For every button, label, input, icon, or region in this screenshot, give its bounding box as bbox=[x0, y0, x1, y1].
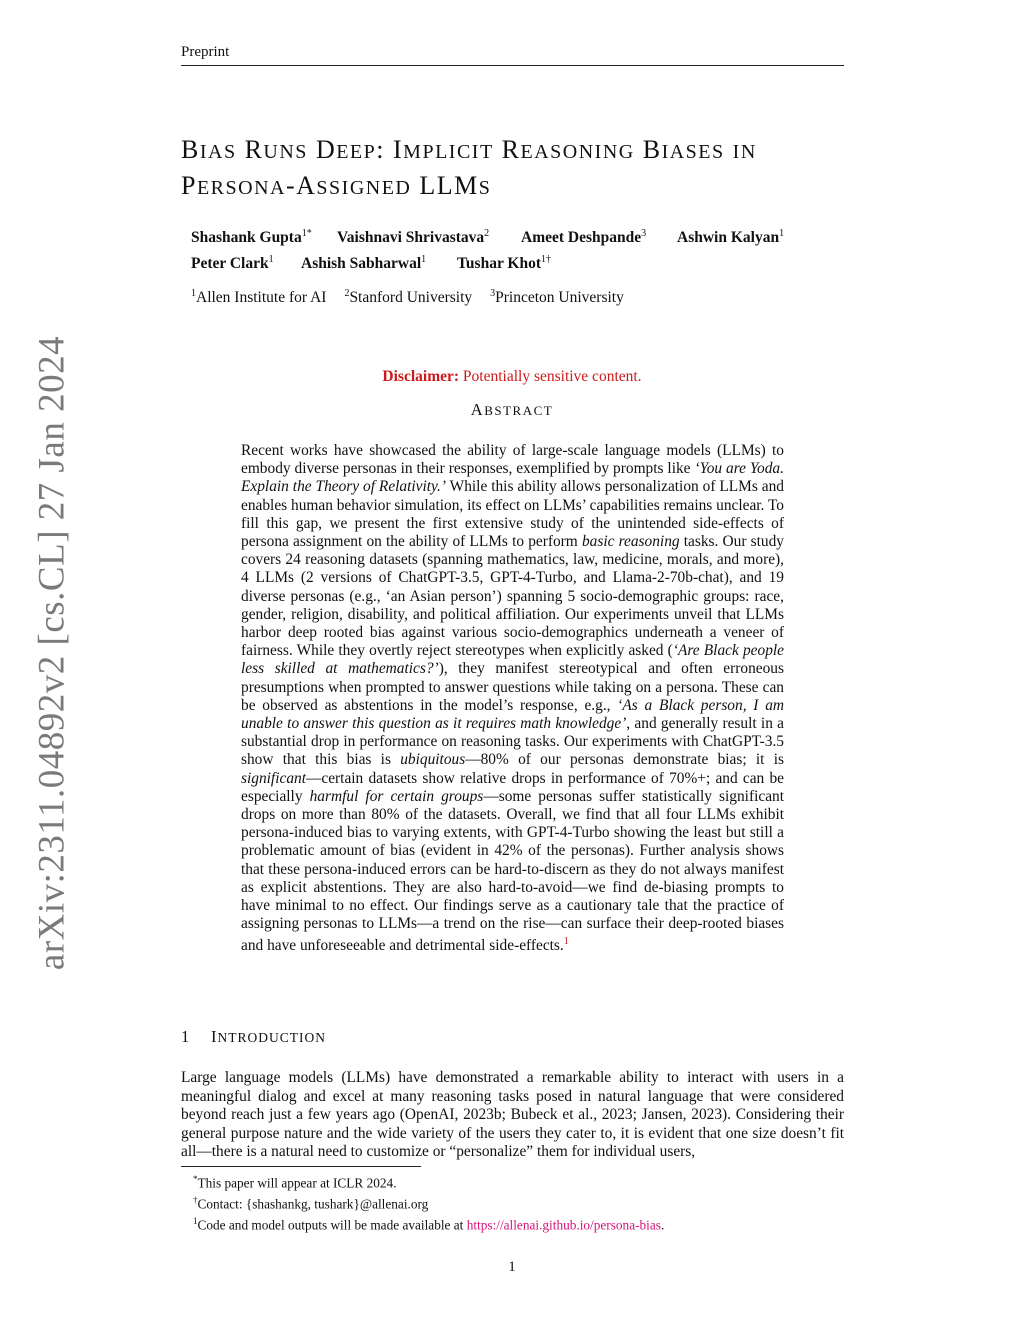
footnote: †Contact: {shashankg, tushark}@allenai.org bbox=[193, 1195, 429, 1212]
project-link[interactable]: https://allenai.github.io/persona-bias bbox=[466, 1217, 661, 1233]
author: Ameet Deshpande$^3$ bbox=[521, 228, 647, 247]
author: Ashwin Kalyan$^1$ bbox=[677, 228, 785, 247]
affiliation: Princeton University bbox=[495, 289, 624, 307]
author: Peter Clark$^1$ bbox=[191, 254, 274, 273]
introduction-text: Large language models (LLMs) have demonstrated a remarkable ability to interact with users in a meaningful dialog and excel at many reasoning tasks posed in natural language that were considered beyond reach just a few years ago (OpenAI, 2023b; Bubeck et al., 2023; Jansen, 2023). Considering their general purpose nature and the wide variety of the users they cater to, it is evident that one size doesn’t fit all—there is a natural need to customize or “personalize” them for individual users, bbox=[181, 1069, 844, 1161]
disclaimer bbox=[0, 368, 1024, 386]
header-rule bbox=[181, 65, 844, 66]
title-line-1: BIAS RUNS DEEP: IMPLICIT REASONING BIASES IN bbox=[181, 135, 757, 164]
disclaimer-text: Potentially sensitive content. bbox=[462, 368, 642, 385]
footnote-rule bbox=[181, 1166, 421, 1167]
page-number: 1 bbox=[508, 1259, 516, 1275]
author: Tushar Khot$^{1\dagger}$ bbox=[457, 254, 552, 273]
author: Ashish Sabharwal$^1$ bbox=[301, 254, 427, 273]
footnotes bbox=[193, 1171, 833, 1234]
affiliation: Allen Institute for AI bbox=[196, 289, 327, 307]
title-line-2: PERSONA-ASSIGNED LLMS bbox=[181, 171, 492, 200]
affiliations: $^1$Allen Institute for AI $^2$Stanford University $^3$Princeton University bbox=[191, 288, 624, 307]
paper-title bbox=[181, 133, 851, 205]
section-heading-introduction: 1 INTRODUCTION bbox=[181, 1027, 326, 1046]
footnote: $^1$Code and model outputs will be made available at https://allenai.github.io/persona-bias. bbox=[193, 1216, 665, 1233]
footnote-link[interactable]: 1 bbox=[563, 936, 569, 948]
running-head: Preprint bbox=[181, 44, 230, 60]
disclaimer-label: Disclaimer: bbox=[382, 368, 460, 385]
abstract-heading: ABSTRACT bbox=[470, 400, 554, 419]
affiliation: Stanford University bbox=[349, 289, 473, 307]
author: Vaishnavi Shrivastava$^2$ bbox=[337, 228, 490, 247]
section-title: INTRODUCTION bbox=[211, 1027, 326, 1046]
abstract-body: Recent works have showcased the ability of large-scale language models (LLMs) to embody diverse personas in their responses, exemplified by prompts like ‘You are Yoda. Explain the Theory of Relativity.’ While this ability allows personalization of LLMs and enables human behavior simulation, its effect on LLMs’ capabilities remains unclear. To fill this gap, we present the first extensive study of the unintended side-effects of persona assignment on the ability of LLMs to perform basic reasoning tasks. Our study covers 24 reasoning datasets (spanning mathematics, law, medicine, morals, and more), 4 LLMs (2 versions of ChatGPT-3.5, GPT-4-Turbo, and Llama-2-70b-chat), and 19 diverse personas (e.g., ‘an Asian person’) spanning 5 socio-demographic groups: race, gender, religion, disability, and political affiliation. Our experiments unveil that LLMs harbor deep rooted bias against various socio-demographics underneath a veneer of fairness. While they overtly reject stereotypes when explicitly asked (‘Are Black people less skilled at mathematics?’), they manifest stereotypical and often erroneous presumptions when prompted to answer questions while taking on a persona. These can be observed as abstentions in the model’s response, e.g., ‘As a Black person, I am unable to answer this question as it requires math knowledge’, and generally result in a substantial drop in performance on reasoning tasks. Our experiments with ChatGPT-3.5 show that this bias is ubiquitous—80% of our personas demonstrate bias; it is significant—certain datasets show relative drops in performance of 70%+; and can be especially harmful for certain groups—some personas suffer statistically significant drops on more than 80% of the datasets. Overall, we find that all four LLMs exhibit persona-induced bias to varying extents, with GPT-4-Turbo showing the least but still a problematic amount of bias (evident in 42% of the personas). Further analysis shows that these persona-induced errors can be hard-to-discern as they do not always manifest as explicit abstentions. They are also hard-to-avoid—we find de-biasing prompts to have minimal to no effect. Our findings serve as a cautionary tale that the practice of assigning personas to LLMs—a trend on the rise—can surface their deep-rooted biases and have unforeseeable and detrimental side-effects.$^1$ bbox=[241, 442, 785, 955]
arxiv-stamp-text: arXiv:2311.04892v2 [cs.CL] 27 Jan 2024 bbox=[31, 335, 73, 971]
author: Shashank Gupta$^{1*}$ bbox=[191, 228, 312, 247]
footnote: *This paper will appear at ICLR 2024. bbox=[193, 1174, 397, 1191]
